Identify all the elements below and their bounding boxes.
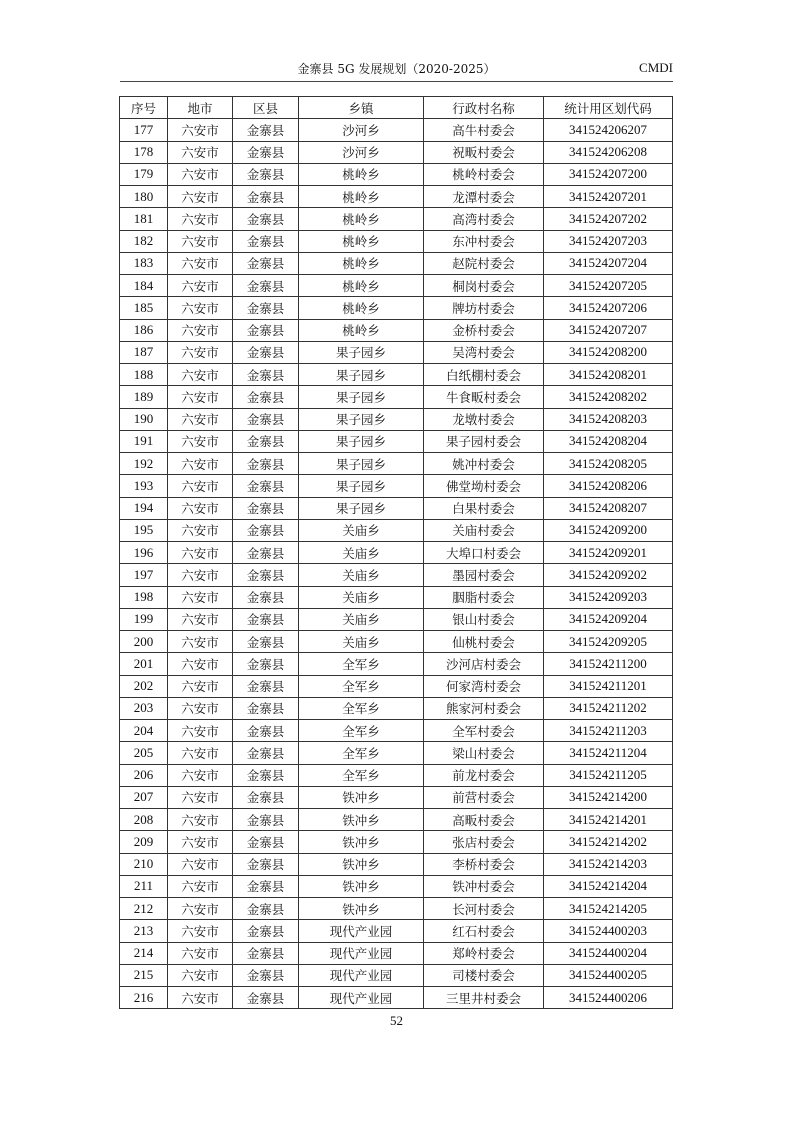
table-header-row bbox=[120, 97, 673, 119]
row-city-cell: 六安市 bbox=[168, 186, 233, 208]
table-row bbox=[120, 341, 673, 363]
row-village-cell: 高牛村委会 bbox=[424, 119, 544, 141]
row-city-cell: 六安市 bbox=[168, 987, 233, 1009]
row-county-cell: 金寨县 bbox=[233, 519, 299, 541]
row-index-cell: 182 bbox=[120, 230, 168, 252]
row-township-cell: 关庙乡 bbox=[299, 608, 424, 630]
row-township-cell: 桃岭乡 bbox=[299, 252, 424, 274]
row-city-cell: 六安市 bbox=[168, 519, 233, 541]
row-city-cell: 六安市 bbox=[168, 453, 233, 475]
row-county-cell: 金寨县 bbox=[233, 297, 299, 319]
row-code-cell: 341524209203 bbox=[544, 586, 673, 608]
table-row bbox=[120, 408, 673, 430]
row-index-cell: 192 bbox=[120, 453, 168, 475]
table-row bbox=[120, 386, 673, 408]
row-city-cell: 六安市 bbox=[168, 586, 233, 608]
row-city-cell: 六安市 bbox=[168, 497, 233, 519]
row-village-cell: 前龙村委会 bbox=[424, 764, 544, 786]
column-header-city: 地市 bbox=[168, 97, 233, 119]
table-row bbox=[120, 319, 673, 341]
row-code-cell: 341524208202 bbox=[544, 386, 673, 408]
row-township-cell: 现代产业园 bbox=[299, 987, 424, 1009]
table-row bbox=[120, 809, 673, 831]
row-index-cell: 200 bbox=[120, 631, 168, 653]
row-index-cell: 193 bbox=[120, 475, 168, 497]
row-village-cell: 佛堂坳村委会 bbox=[424, 475, 544, 497]
row-county-cell: 金寨县 bbox=[233, 786, 299, 808]
row-index-cell: 191 bbox=[120, 430, 168, 452]
row-city-cell: 六安市 bbox=[168, 252, 233, 274]
row-township-cell: 关庙乡 bbox=[299, 564, 424, 586]
row-township-cell: 果子园乡 bbox=[299, 497, 424, 519]
row-index-cell: 178 bbox=[120, 141, 168, 163]
row-code-cell: 341524214200 bbox=[544, 786, 673, 808]
row-township-cell: 果子园乡 bbox=[299, 341, 424, 363]
document-title: 金寨县 5G 发展规划（2020-2025） bbox=[297, 62, 496, 76]
row-township-cell: 全军乡 bbox=[299, 764, 424, 786]
row-index-cell: 214 bbox=[120, 942, 168, 964]
row-city-cell: 六安市 bbox=[168, 163, 233, 185]
row-code-cell: 341524211202 bbox=[544, 697, 673, 719]
row-city-cell: 六安市 bbox=[168, 608, 233, 630]
column-header-county: 区县 bbox=[233, 97, 299, 119]
row-county-cell: 金寨县 bbox=[233, 853, 299, 875]
row-index-cell: 183 bbox=[120, 252, 168, 274]
row-township-cell: 沙河乡 bbox=[299, 141, 424, 163]
row-village-cell: 牛食畈村委会 bbox=[424, 386, 544, 408]
row-index-cell: 212 bbox=[120, 898, 168, 920]
table-row bbox=[120, 453, 673, 475]
row-code-cell: 341524214203 bbox=[544, 853, 673, 875]
row-village-cell: 墨园村委会 bbox=[424, 564, 544, 586]
table-row bbox=[120, 364, 673, 386]
table-row bbox=[120, 186, 673, 208]
row-township-cell: 果子园乡 bbox=[299, 364, 424, 386]
row-county-cell: 金寨县 bbox=[233, 119, 299, 141]
row-index-cell: 194 bbox=[120, 497, 168, 519]
row-index-cell: 190 bbox=[120, 408, 168, 430]
row-township-cell: 关庙乡 bbox=[299, 586, 424, 608]
row-code-cell: 341524209201 bbox=[544, 542, 673, 564]
row-township-cell: 果子园乡 bbox=[299, 386, 424, 408]
column-header-index: 序号 bbox=[120, 97, 168, 119]
table-row bbox=[120, 519, 673, 541]
row-code-cell: 341524214204 bbox=[544, 875, 673, 897]
row-index-cell: 201 bbox=[120, 653, 168, 675]
row-code-cell: 341524207206 bbox=[544, 297, 673, 319]
row-township-cell: 沙河乡 bbox=[299, 119, 424, 141]
row-code-cell: 341524208205 bbox=[544, 453, 673, 475]
row-city-cell: 六安市 bbox=[168, 542, 233, 564]
row-county-cell: 金寨县 bbox=[233, 275, 299, 297]
table-row bbox=[120, 764, 673, 786]
row-index-cell: 196 bbox=[120, 542, 168, 564]
row-village-cell: 银山村委会 bbox=[424, 608, 544, 630]
row-county-cell: 金寨县 bbox=[233, 430, 299, 452]
row-county-cell: 金寨县 bbox=[233, 742, 299, 764]
row-village-cell: 赵院村委会 bbox=[424, 252, 544, 274]
row-village-cell: 三里井村委会 bbox=[424, 987, 544, 1009]
row-index-cell: 205 bbox=[120, 742, 168, 764]
row-city-cell: 六安市 bbox=[168, 831, 233, 853]
row-county-cell: 金寨县 bbox=[233, 608, 299, 630]
row-village-cell: 金桥村委会 bbox=[424, 319, 544, 341]
row-township-cell: 现代产业园 bbox=[299, 942, 424, 964]
row-township-cell: 果子园乡 bbox=[299, 408, 424, 430]
row-county-cell: 金寨县 bbox=[233, 964, 299, 986]
table-row bbox=[120, 608, 673, 630]
row-township-cell: 桃岭乡 bbox=[299, 319, 424, 341]
row-village-cell: 司楼村委会 bbox=[424, 964, 544, 986]
row-county-cell: 金寨县 bbox=[233, 208, 299, 230]
row-index-cell: 199 bbox=[120, 608, 168, 630]
row-index-cell: 188 bbox=[120, 364, 168, 386]
row-code-cell: 341524206208 bbox=[544, 141, 673, 163]
row-village-cell: 桐岗村委会 bbox=[424, 275, 544, 297]
row-county-cell: 金寨县 bbox=[233, 364, 299, 386]
row-village-cell: 李桥村委会 bbox=[424, 853, 544, 875]
row-county-cell: 金寨县 bbox=[233, 453, 299, 475]
row-county-cell: 金寨县 bbox=[233, 987, 299, 1009]
row-city-cell: 六安市 bbox=[168, 631, 233, 653]
row-county-cell: 金寨县 bbox=[233, 764, 299, 786]
row-village-cell: 果子园村委会 bbox=[424, 430, 544, 452]
row-index-cell: 211 bbox=[120, 875, 168, 897]
row-village-cell: 熊家河村委会 bbox=[424, 697, 544, 719]
column-header-village: 行政村名称 bbox=[424, 97, 544, 119]
row-county-cell: 金寨县 bbox=[233, 564, 299, 586]
page-number: 52 bbox=[390, 1013, 403, 1028]
row-code-cell: 341524207205 bbox=[544, 275, 673, 297]
row-village-cell: 龙墩村委会 bbox=[424, 408, 544, 430]
row-township-cell: 果子园乡 bbox=[299, 475, 424, 497]
row-index-cell: 208 bbox=[120, 809, 168, 831]
row-city-cell: 六安市 bbox=[168, 742, 233, 764]
row-city-cell: 六安市 bbox=[168, 720, 233, 742]
row-code-cell: 341524207200 bbox=[544, 163, 673, 185]
row-county-cell: 金寨县 bbox=[233, 875, 299, 897]
row-township-cell: 铁冲乡 bbox=[299, 853, 424, 875]
row-city-cell: 六安市 bbox=[168, 208, 233, 230]
row-township-cell: 铁冲乡 bbox=[299, 809, 424, 831]
row-township-cell: 桃岭乡 bbox=[299, 186, 424, 208]
row-township-cell: 桃岭乡 bbox=[299, 208, 424, 230]
row-city-cell: 六安市 bbox=[168, 675, 233, 697]
row-code-cell: 341524207202 bbox=[544, 208, 673, 230]
table-row bbox=[120, 875, 673, 897]
row-index-cell: 210 bbox=[120, 853, 168, 875]
row-code-cell: 341524206207 bbox=[544, 119, 673, 141]
table-row bbox=[120, 542, 673, 564]
row-city-cell: 六安市 bbox=[168, 275, 233, 297]
table-row bbox=[120, 631, 673, 653]
row-index-cell: 187 bbox=[120, 341, 168, 363]
row-village-cell: 张店村委会 bbox=[424, 831, 544, 853]
row-code-cell: 341524208203 bbox=[544, 408, 673, 430]
table-row bbox=[120, 831, 673, 853]
row-township-cell: 果子园乡 bbox=[299, 430, 424, 452]
row-township-cell: 关庙乡 bbox=[299, 631, 424, 653]
table-row bbox=[120, 119, 673, 141]
row-city-cell: 六安市 bbox=[168, 564, 233, 586]
row-village-cell: 长河村委会 bbox=[424, 898, 544, 920]
row-code-cell: 341524208204 bbox=[544, 430, 673, 452]
row-county-cell: 金寨县 bbox=[233, 186, 299, 208]
row-city-cell: 六安市 bbox=[168, 319, 233, 341]
row-code-cell: 341524209205 bbox=[544, 631, 673, 653]
row-city-cell: 六安市 bbox=[168, 653, 233, 675]
row-city-cell: 六安市 bbox=[168, 920, 233, 942]
row-code-cell: 341524208200 bbox=[544, 341, 673, 363]
table-row bbox=[120, 786, 673, 808]
row-index-cell: 213 bbox=[120, 920, 168, 942]
row-index-cell: 181 bbox=[120, 208, 168, 230]
row-code-cell: 341524214202 bbox=[544, 831, 673, 853]
row-township-cell: 铁冲乡 bbox=[299, 786, 424, 808]
table-row bbox=[120, 497, 673, 519]
row-index-cell: 195 bbox=[120, 519, 168, 541]
row-village-cell: 高畈村委会 bbox=[424, 809, 544, 831]
row-code-cell: 341524209202 bbox=[544, 564, 673, 586]
row-township-cell: 现代产业园 bbox=[299, 964, 424, 986]
row-county-cell: 金寨县 bbox=[233, 898, 299, 920]
row-code-cell: 341524211200 bbox=[544, 653, 673, 675]
row-index-cell: 203 bbox=[120, 697, 168, 719]
row-county-cell: 金寨县 bbox=[233, 475, 299, 497]
row-county-cell: 金寨县 bbox=[233, 675, 299, 697]
row-village-cell: 前营村委会 bbox=[424, 786, 544, 808]
row-code-cell: 341524214205 bbox=[544, 898, 673, 920]
row-county-cell: 金寨县 bbox=[233, 319, 299, 341]
row-index-cell: 185 bbox=[120, 297, 168, 319]
row-city-cell: 六安市 bbox=[168, 230, 233, 252]
row-township-cell: 全军乡 bbox=[299, 720, 424, 742]
row-index-cell: 216 bbox=[120, 987, 168, 1009]
row-code-cell: 341524208207 bbox=[544, 497, 673, 519]
row-township-cell: 桃岭乡 bbox=[299, 297, 424, 319]
row-index-cell: 197 bbox=[120, 564, 168, 586]
row-county-cell: 金寨县 bbox=[233, 408, 299, 430]
row-township-cell: 桃岭乡 bbox=[299, 275, 424, 297]
row-county-cell: 金寨县 bbox=[233, 542, 299, 564]
table-row bbox=[120, 141, 673, 163]
table-row bbox=[120, 853, 673, 875]
row-city-cell: 六安市 bbox=[168, 875, 233, 897]
row-code-cell: 341524211203 bbox=[544, 720, 673, 742]
row-village-cell: 白果村委会 bbox=[424, 497, 544, 519]
table-row bbox=[120, 920, 673, 942]
row-city-cell: 六安市 bbox=[168, 764, 233, 786]
organization-label: CMDI bbox=[639, 60, 673, 75]
row-county-cell: 金寨县 bbox=[233, 631, 299, 653]
row-city-cell: 六安市 bbox=[168, 809, 233, 831]
page-header bbox=[120, 55, 673, 82]
row-city-cell: 六安市 bbox=[168, 141, 233, 163]
row-township-cell: 现代产业园 bbox=[299, 920, 424, 942]
row-city-cell: 六安市 bbox=[168, 475, 233, 497]
row-township-cell: 铁冲乡 bbox=[299, 898, 424, 920]
row-index-cell: 184 bbox=[120, 275, 168, 297]
table-row bbox=[120, 898, 673, 920]
row-city-cell: 六安市 bbox=[168, 386, 233, 408]
row-code-cell: 341524211205 bbox=[544, 764, 673, 786]
row-code-cell: 341524209200 bbox=[544, 519, 673, 541]
row-village-cell: 沙河店村委会 bbox=[424, 653, 544, 675]
table-row bbox=[120, 230, 673, 252]
row-index-cell: 189 bbox=[120, 386, 168, 408]
table-row bbox=[120, 252, 673, 274]
row-code-cell: 341524211204 bbox=[544, 742, 673, 764]
row-city-cell: 六安市 bbox=[168, 430, 233, 452]
row-village-cell: 关庙村委会 bbox=[424, 519, 544, 541]
row-township-cell: 关庙乡 bbox=[299, 519, 424, 541]
table-row bbox=[120, 697, 673, 719]
table-row bbox=[120, 720, 673, 742]
row-code-cell: 341524400206 bbox=[544, 987, 673, 1009]
row-index-cell: 206 bbox=[120, 764, 168, 786]
row-village-cell: 吴湾村委会 bbox=[424, 341, 544, 363]
row-county-cell: 金寨县 bbox=[233, 386, 299, 408]
row-code-cell: 341524214201 bbox=[544, 809, 673, 831]
row-code-cell: 341524207207 bbox=[544, 319, 673, 341]
row-village-cell: 东冲村委会 bbox=[424, 230, 544, 252]
row-county-cell: 金寨县 bbox=[233, 920, 299, 942]
table-row bbox=[120, 208, 673, 230]
table-row bbox=[120, 987, 673, 1009]
row-city-cell: 六安市 bbox=[168, 697, 233, 719]
table-row bbox=[120, 964, 673, 986]
row-index-cell: 177 bbox=[120, 119, 168, 141]
row-township-cell: 桃岭乡 bbox=[299, 230, 424, 252]
row-village-cell: 牌坊村委会 bbox=[424, 297, 544, 319]
row-city-cell: 六安市 bbox=[168, 408, 233, 430]
column-header-code: 统计用区划代码 bbox=[544, 97, 673, 119]
row-village-cell: 仙桃村委会 bbox=[424, 631, 544, 653]
row-village-cell: 祝畈村委会 bbox=[424, 141, 544, 163]
row-city-cell: 六安市 bbox=[168, 364, 233, 386]
row-code-cell: 341524400205 bbox=[544, 964, 673, 986]
table-row bbox=[120, 675, 673, 697]
row-code-cell: 341524207201 bbox=[544, 186, 673, 208]
table-row bbox=[120, 586, 673, 608]
row-village-cell: 大埠口村委会 bbox=[424, 542, 544, 564]
row-village-cell: 桃岭村委会 bbox=[424, 163, 544, 185]
row-township-cell: 关庙乡 bbox=[299, 542, 424, 564]
row-county-cell: 金寨县 bbox=[233, 497, 299, 519]
table-row bbox=[120, 653, 673, 675]
row-code-cell: 341524400203 bbox=[544, 920, 673, 942]
row-code-cell: 341524211201 bbox=[544, 675, 673, 697]
row-county-cell: 金寨县 bbox=[233, 341, 299, 363]
row-village-cell: 郑岭村委会 bbox=[424, 942, 544, 964]
row-city-cell: 六安市 bbox=[168, 297, 233, 319]
row-county-cell: 金寨县 bbox=[233, 252, 299, 274]
row-city-cell: 六安市 bbox=[168, 898, 233, 920]
table-row bbox=[120, 742, 673, 764]
row-county-cell: 金寨县 bbox=[233, 831, 299, 853]
table-row bbox=[120, 564, 673, 586]
table-row bbox=[120, 163, 673, 185]
row-county-cell: 金寨县 bbox=[233, 653, 299, 675]
row-city-cell: 六安市 bbox=[168, 964, 233, 986]
row-county-cell: 金寨县 bbox=[233, 230, 299, 252]
row-index-cell: 209 bbox=[120, 831, 168, 853]
row-village-cell: 姚冲村委会 bbox=[424, 453, 544, 475]
row-code-cell: 341524207204 bbox=[544, 252, 673, 274]
row-township-cell: 全军乡 bbox=[299, 697, 424, 719]
row-township-cell: 全军乡 bbox=[299, 742, 424, 764]
row-city-cell: 六安市 bbox=[168, 341, 233, 363]
row-code-cell: 341524209204 bbox=[544, 608, 673, 630]
row-county-cell: 金寨县 bbox=[233, 141, 299, 163]
row-village-cell: 全军村委会 bbox=[424, 720, 544, 742]
row-index-cell: 204 bbox=[120, 720, 168, 742]
row-county-cell: 金寨县 bbox=[233, 163, 299, 185]
row-township-cell: 铁冲乡 bbox=[299, 831, 424, 853]
row-county-cell: 金寨县 bbox=[233, 720, 299, 742]
row-city-cell: 六安市 bbox=[168, 942, 233, 964]
row-code-cell: 341524208206 bbox=[544, 475, 673, 497]
row-index-cell: 180 bbox=[120, 186, 168, 208]
row-village-cell: 胭脂村委会 bbox=[424, 586, 544, 608]
column-header-township: 乡镇 bbox=[299, 97, 424, 119]
row-village-cell: 高湾村委会 bbox=[424, 208, 544, 230]
village-code-table bbox=[119, 96, 673, 1009]
row-village-cell: 梁山村委会 bbox=[424, 742, 544, 764]
row-index-cell: 179 bbox=[120, 163, 168, 185]
row-township-cell: 果子园乡 bbox=[299, 453, 424, 475]
row-index-cell: 186 bbox=[120, 319, 168, 341]
row-city-cell: 六安市 bbox=[168, 853, 233, 875]
row-city-cell: 六安市 bbox=[168, 786, 233, 808]
row-index-cell: 198 bbox=[120, 586, 168, 608]
row-township-cell: 全军乡 bbox=[299, 675, 424, 697]
row-village-cell: 白纸棚村委会 bbox=[424, 364, 544, 386]
table-row bbox=[120, 475, 673, 497]
row-township-cell: 全军乡 bbox=[299, 653, 424, 675]
row-county-cell: 金寨县 bbox=[233, 586, 299, 608]
row-village-cell: 何家湾村委会 bbox=[424, 675, 544, 697]
table-row bbox=[120, 942, 673, 964]
row-township-cell: 桃岭乡 bbox=[299, 163, 424, 185]
table-row bbox=[120, 297, 673, 319]
row-index-cell: 207 bbox=[120, 786, 168, 808]
row-county-cell: 金寨县 bbox=[233, 942, 299, 964]
row-county-cell: 金寨县 bbox=[233, 809, 299, 831]
table-row bbox=[120, 430, 673, 452]
row-index-cell: 202 bbox=[120, 675, 168, 697]
row-code-cell: 341524208201 bbox=[544, 364, 673, 386]
row-county-cell: 金寨县 bbox=[233, 697, 299, 719]
row-village-cell: 铁冲村委会 bbox=[424, 875, 544, 897]
row-village-cell: 龙潭村委会 bbox=[424, 186, 544, 208]
row-township-cell: 铁冲乡 bbox=[299, 875, 424, 897]
table-row bbox=[120, 275, 673, 297]
row-code-cell: 341524207203 bbox=[544, 230, 673, 252]
row-city-cell: 六安市 bbox=[168, 119, 233, 141]
row-village-cell: 红石村委会 bbox=[424, 920, 544, 942]
row-code-cell: 341524400204 bbox=[544, 942, 673, 964]
row-index-cell: 215 bbox=[120, 964, 168, 986]
